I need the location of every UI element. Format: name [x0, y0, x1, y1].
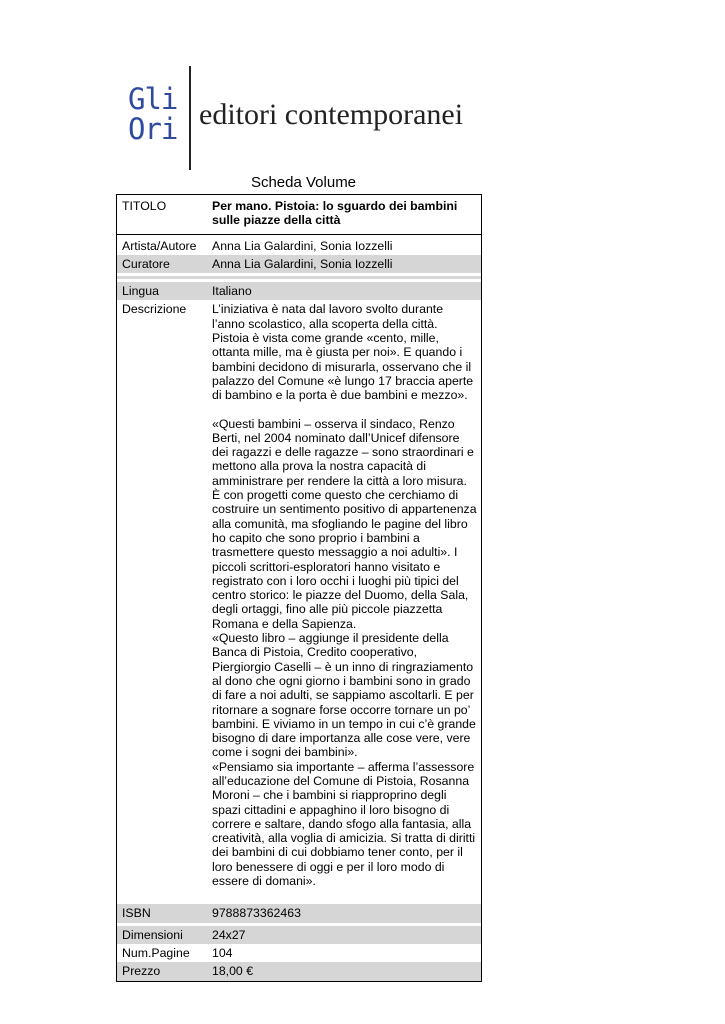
label-autore: Artista/Autore — [117, 234, 209, 255]
description-blank-line — [212, 403, 477, 417]
description-paragraph: «Questo libro – aggiunge il presidente della Banca di Pistoia, Credito cooperativo, Piergiorgio Caselli – è un inno di ringraziamento al dono che ogni giorno i bambini sono in grado di fare a noi adulti, se sappiamo ascoltarli. E per ritornare a sognare forse occorre tornare un po’ bambini. E viviamo in un tempo in cui c’è grande bisogno di dare importanza alle cose vere, vere come i sogni dei bambini». — [212, 631, 480, 760]
logo-mark-top: Gli — [128, 82, 178, 116]
row-curatore — [117, 255, 482, 273]
description-paragraph: L’iniziativa è nata dal lavoro svolto durante l’anno scolastico, alla scoperta della città. Pistoia è vista come grande «cento, mille, ottanta mille, ma è giusta per noi». E quando i bambini decidono di misurarla, osservano che il palazzo del Comune «è lungo 17 braccia aperte di bambino e la porta è due bambini e mezzo». — [212, 302, 477, 403]
value-prezzo: 18,00 € — [208, 962, 482, 981]
value-curatore: Anna Lia Galardini, Sonia Iozzelli — [208, 255, 482, 273]
description-paragraph: «Pensiamo sia importante – afferma l’assessore all’educazione del Comune di Pistoia, Rosanna Moroni – che i bambini si riapproprino degli spazi cittadini e appaghino il loro bisogno di correre e saltare, dando sfogo alla fantasia, alla creatività, alla voglia di amicizia. Si tratta di diritti dei bambini di cui dobbiamo tener conto, per il loro benessere di oggi e per il loro modo di essere di domani». — [212, 759, 479, 889]
row-titolo — [117, 195, 482, 235]
row-dimensioni — [117, 926, 482, 944]
label-lingua: Lingua — [117, 282, 209, 300]
row-autore — [117, 234, 482, 255]
value-titolo: Per mano. Pistoia: lo sguardo dei bambini sulle piazze della città — [212, 199, 458, 228]
label-pagine: Num.Pagine — [122, 945, 190, 960]
value-autore: Anna Lia Galardini, Sonia Iozzelli — [208, 234, 482, 255]
value-isbn: 9788873362463 — [208, 904, 482, 922]
label-dimensioni: Dimensioni — [117, 926, 209, 944]
value-descrizione — [208, 300, 482, 904]
logo-mark-bottom: Ori — [128, 112, 178, 146]
value-dimensioni: 24x27 — [208, 926, 482, 944]
label-titolo: TITOLO — [122, 199, 167, 213]
row-pagine — [117, 944, 482, 962]
row-isbn — [117, 904, 482, 922]
logo-divider — [189, 66, 191, 170]
row-prezzo — [117, 962, 482, 981]
value-pagine: 104 — [212, 945, 233, 960]
label-isbn: ISBN — [117, 904, 209, 922]
row-descrizione — [117, 300, 482, 904]
description-paragraph: «Questi bambini – osserva il sindaco, Renzo Berti, nel 2004 nominato dall’Unicef difensore dei ragazzi e delle ragazze – sono straordinari e mettono alla prova la nostra capacità di amministrare per rendere la città a loro misura. È con progetti come questo che cerchiamo di costruire un sentimento positivo di appartenenza alla comunità, ma sfogliando le pagine del libro ho capito che sono proprio i bambini a trasmettere questo messaggio a noi adulti». I piccoli scrittori-esploratori hanno visitato e registrato con i loro occhi i luoghi più tipici del centro storico: le piazze del Duomo, della Sala, degli ortaggi, fino alle più piccole piazzetta Romana e della Sapienza. — [212, 416, 480, 631]
value-lingua: Italiano — [208, 282, 482, 300]
label-curatore: Curatore — [117, 255, 209, 273]
logo-mark — [128, 84, 184, 144]
label-prezzo: Prezzo — [117, 962, 209, 981]
row-lingua — [117, 282, 482, 300]
publisher-name: editori contemporanei — [199, 98, 464, 131]
label-descrizione: Descrizione — [122, 302, 187, 317]
volume-sheet-table — [116, 194, 482, 982]
page-title: Scheda Volume — [250, 174, 357, 191]
